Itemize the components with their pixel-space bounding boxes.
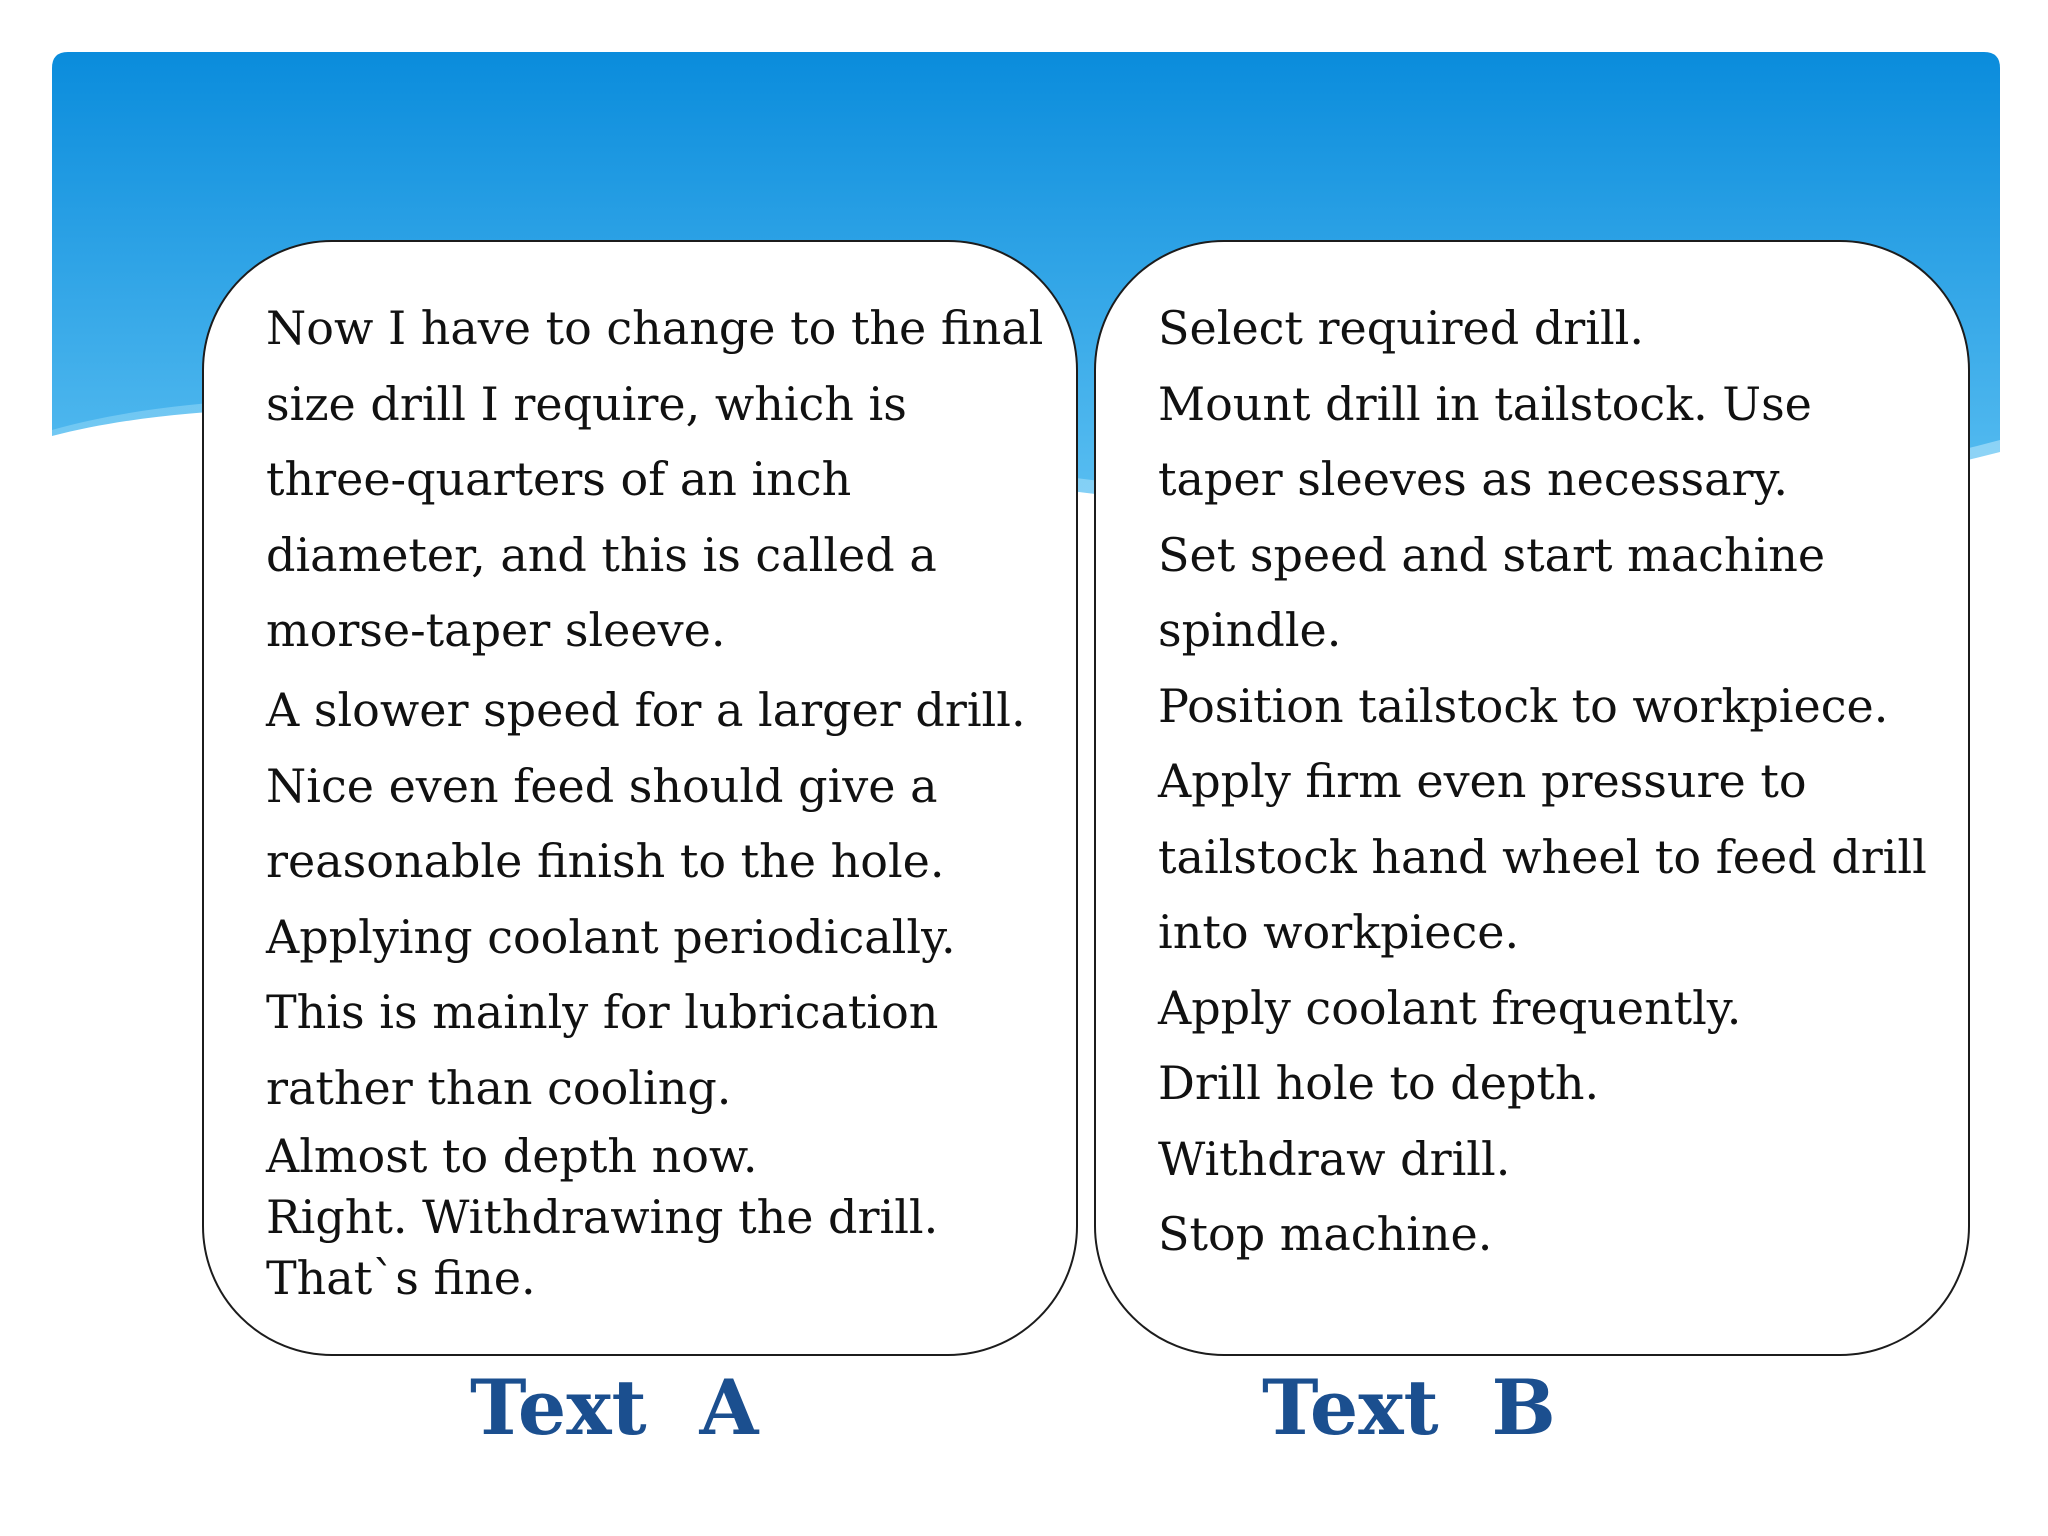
text-a-line: morse-taper sleeve. [266,603,726,657]
text-a-line: size drill I require, which is [266,377,907,431]
left-margin [0,0,52,1536]
text-b-line: Set speed and start machine [1158,528,1826,582]
text-b-line: Position tailstock to workpiece. [1158,679,1889,733]
text-a-line: diameter, and this is called a [266,528,937,582]
text-a-caption: Text A [470,1363,759,1452]
text-a-line: Nice even feed should give a [266,759,938,813]
text-b-line: Apply coolant frequently. [1158,981,1742,1035]
text-b-line: taper sleeves as necessary. [1158,452,1789,506]
text-b-caption: Text B [1262,1363,1556,1452]
text-b-line: Mount drill in tailstock. Use [1158,377,1812,431]
text-a-line: reasonable finish to the hole. [266,834,945,888]
text-a-line: This is mainly for lubrication [266,985,939,1039]
text-b-line: into workpiece. [1158,905,1520,959]
text-a-line: three-quarters of an inch [266,452,852,506]
right-margin [2000,0,2048,1536]
text-a-line: That`s fine. [266,1251,536,1305]
top-margin [0,0,2048,52]
text-a-line: Now I have to change to the final [266,301,1044,355]
text-a-line: A slower speed for a larger drill. [266,683,1026,737]
text-b-panel [1094,240,1970,1356]
text-a-line: Almost to depth now. [266,1129,758,1183]
text-a-line: Right. Withdrawing the drill. [266,1190,939,1244]
text-b-line: spindle. [1158,603,1342,657]
text-a-panel [202,240,1078,1356]
text-a-line: Applying coolant periodically. [266,910,956,964]
text-b-line: Select required drill. [1158,301,1645,355]
text-a-line: rather than cooling. [266,1061,732,1115]
text-b-line: tailstock hand wheel to feed drill [1158,830,1927,884]
text-b-line: Stop machine. [1158,1207,1493,1261]
text-b-line: Apply firm even pressure to [1158,754,1807,808]
text-b-line: Withdraw drill. [1158,1132,1511,1186]
text-b-line: Drill hole to depth. [1158,1056,1600,1110]
